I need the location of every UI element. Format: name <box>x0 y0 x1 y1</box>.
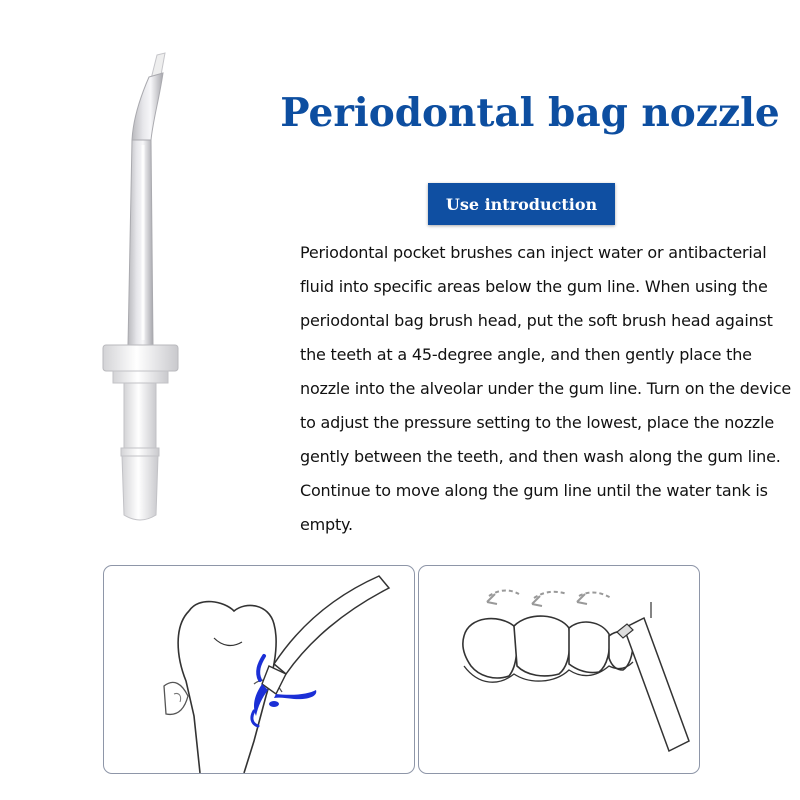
use-introduction-badge: Use introduction <box>428 183 615 225</box>
teeth-row-illustration-panel <box>418 565 700 774</box>
page-title: Periodontal bag nozzle <box>280 90 780 136</box>
teeth-row-illustration <box>419 566 699 773</box>
description-text: Periodontal pocket brushes can inject water or antibacterial fluid into specific areas below the gum line. When using the periodontal bag brush head, put the soft brush head against the teeth at a 45-degree angle, and then gently place the nozzle into the alveolar under the gum line. Turn on the device to adjust the pressure setting to the lowest, place the nozzle gently between the teeth, and then wash along the gum line. Continue to move along the gum line until the water tank is empty. <box>300 243 792 534</box>
tooth-and-nozzle-illustration <box>104 566 414 773</box>
gum-line-illustration-panel <box>103 565 415 774</box>
nozzle-product-image <box>95 45 185 535</box>
